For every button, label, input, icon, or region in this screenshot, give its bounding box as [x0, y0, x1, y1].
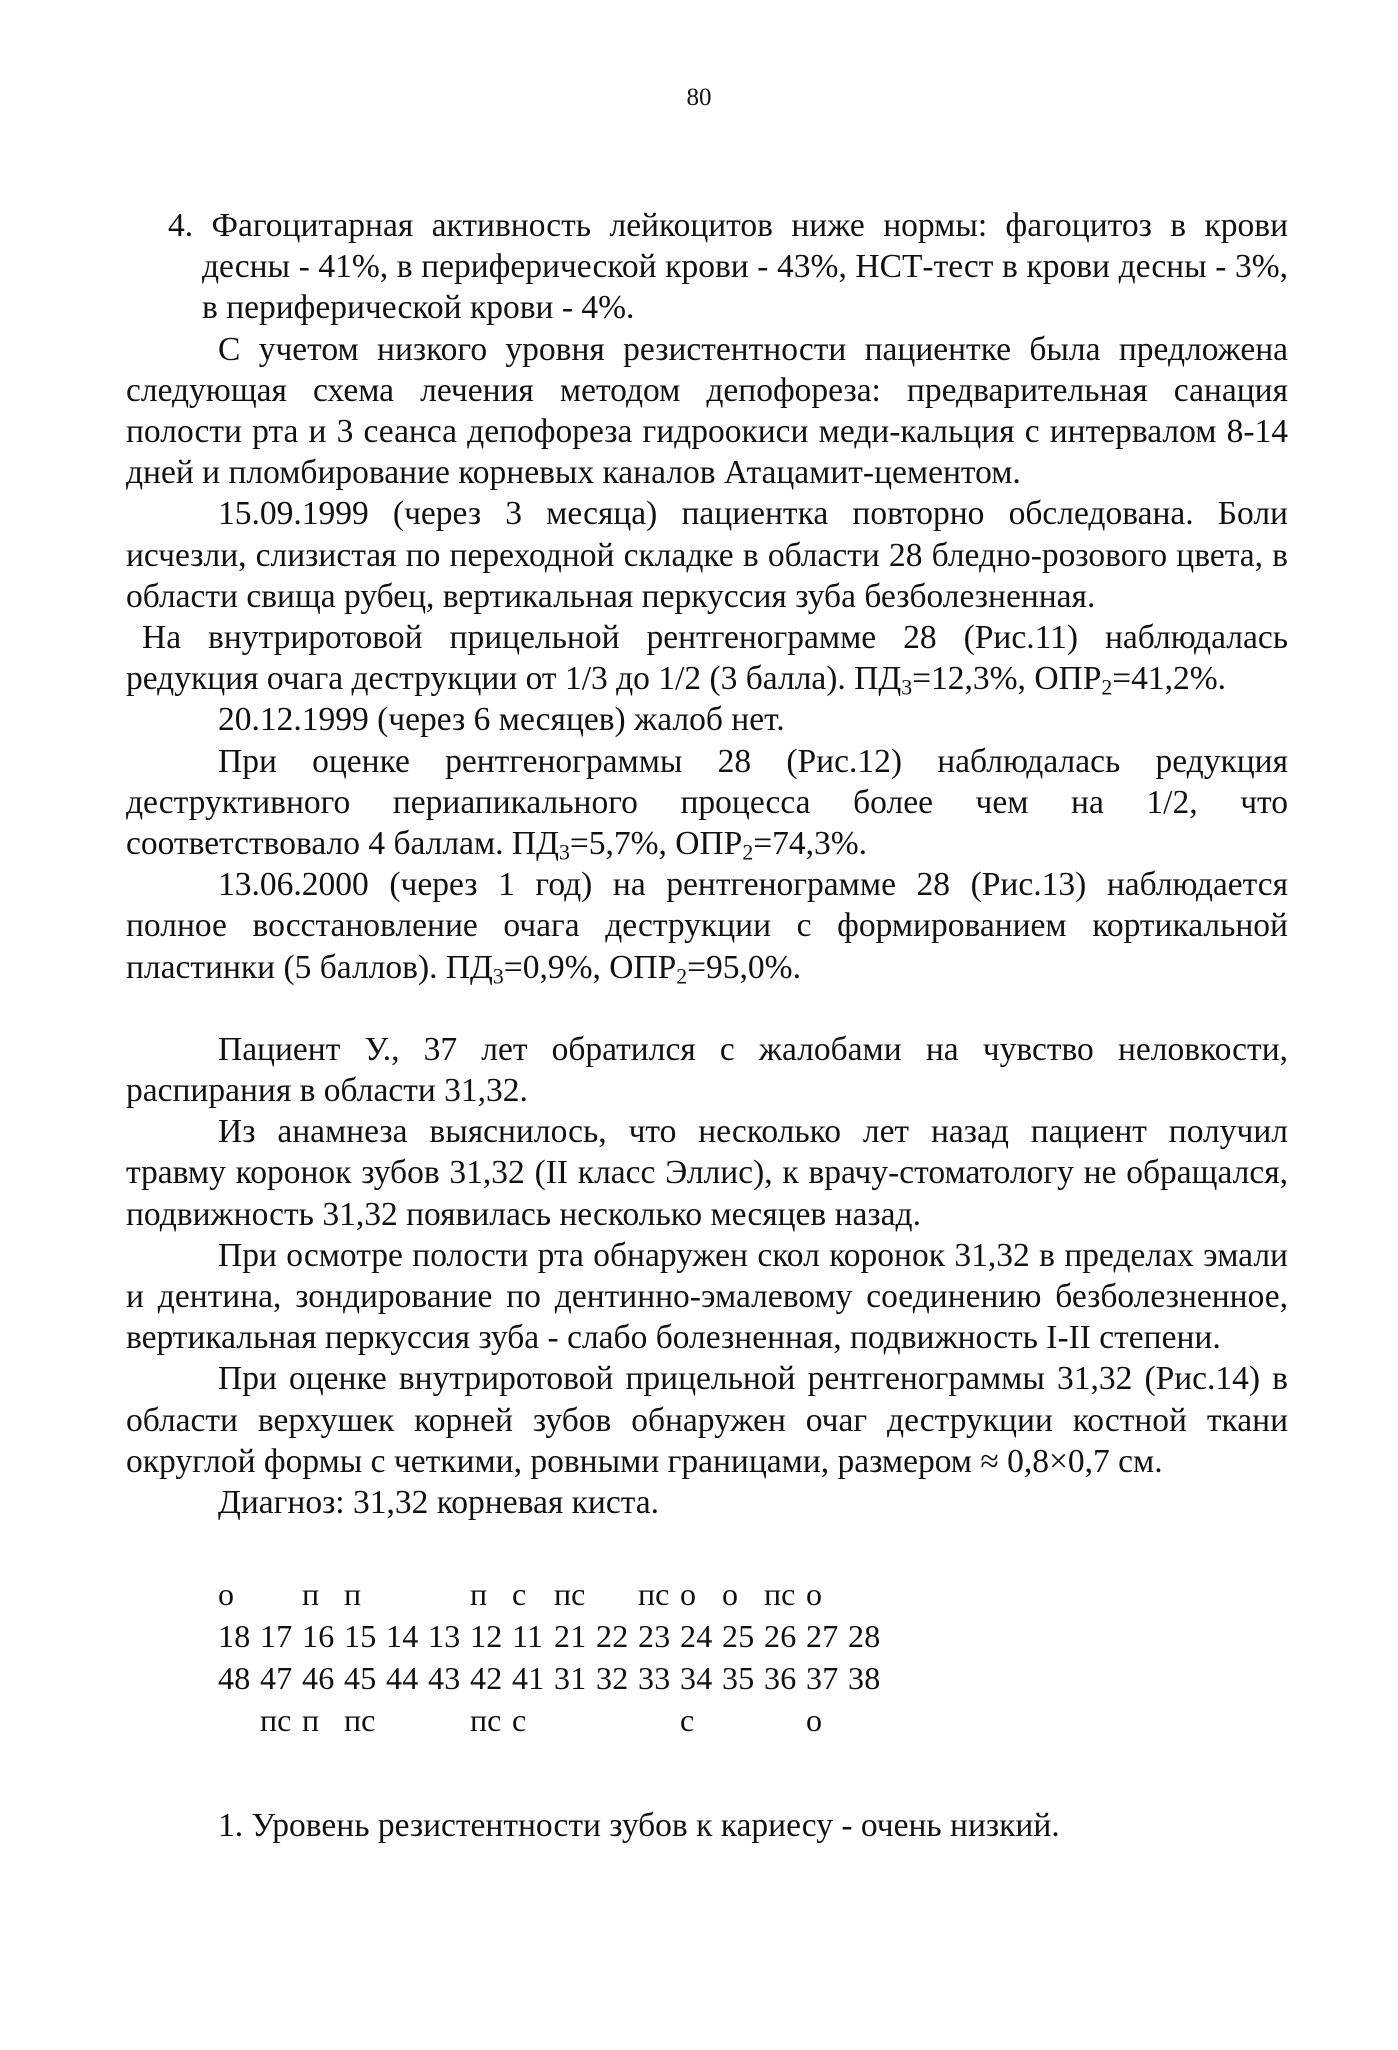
tooth-number: 23	[638, 1618, 671, 1655]
tooth-number: 45	[344, 1660, 377, 1697]
tooth-number: 24	[680, 1618, 713, 1655]
opr-value: =95,0%.	[687, 948, 801, 986]
lower-teeth-row	[218, 1657, 1288, 1699]
list-text: Фагоцитарная активность лейкоцитов ниже нормы: фагоцитоз в крови десны - 41%, в периферической крови - 43%, НСТ-тест в крови десны - 3%, в периферической крови - 4%.	[202, 207, 1288, 327]
tooth-mark: с	[512, 1702, 527, 1739]
tooth-mark: пс	[554, 1576, 586, 1613]
upper-teeth-row	[218, 1615, 1288, 1657]
tooth-mark: п	[344, 1576, 362, 1613]
tooth-mark: пс	[344, 1702, 376, 1739]
tooth-mark: о	[806, 1702, 822, 1739]
paragraph-xray-11	[126, 617, 1288, 699]
tooth-mark: п	[470, 1576, 488, 1613]
opr-value: =74,3%.	[753, 825, 868, 863]
opr-subscript: 2	[742, 840, 754, 865]
tooth-number: 47	[260, 1660, 293, 1697]
opr-label: ОПР	[1034, 660, 1102, 698]
tooth-number: 27	[806, 1618, 839, 1655]
paragraph-3-months: 15.09.1999 (через 3 месяца) пациентка повторно обследована. Боли исчезли, слизистая по переходной складке в области 28 бледно-розового цвета, в области свища рубец, вертикальная перкуссия зуба безболезненная.	[126, 495, 1288, 615]
tooth-number: 13	[428, 1618, 461, 1655]
pd-subscript: 3	[558, 840, 570, 865]
tooth-number: 46	[302, 1660, 335, 1697]
tooth-number: 11	[512, 1618, 544, 1655]
tooth-number: 33	[638, 1660, 671, 1697]
pd-subscript: 3	[492, 964, 504, 989]
opr-value: =41,2%.	[1112, 660, 1227, 698]
list-item-4	[126, 205, 1288, 329]
spacer	[126, 988, 1288, 1029]
tooth-number: 14	[386, 1618, 419, 1655]
tooth-number: 21	[554, 1618, 587, 1655]
paragraph-exam: При осмотре полости рта обнаружен скол коронок 31,32 в пределах эмали и дентина, зондирование по дентинно-эмалевому соединению безболезненное, вертикальная перкуссия зуба - слабо болезненная, подвижность I-II степени.	[126, 1236, 1288, 1357]
tooth-number: 16	[302, 1618, 335, 1655]
paragraph-6-months: 20.12.1999 (через 6 месяцев) жалоб нет.	[218, 701, 785, 739]
conclusion-1: 1. Уровень резистентности зубов к кариесу - очень низкий.	[218, 1807, 1060, 1845]
tooth-number: 41	[512, 1660, 545, 1697]
opr-label: ОПР	[675, 825, 743, 863]
tooth-number: 43	[428, 1660, 461, 1697]
paragraph-anamnesis: Из анамнеза выяснилось, что несколько лет назад пациент получил травму коронок зубов 31,32 (II класс Эллис), к врачу-стоматологу не обращался, подвижность 31,32 появилась несколько месяцев назад.	[126, 1113, 1288, 1233]
opr-subscript: 2	[1101, 675, 1113, 700]
paragraph-xray-12	[126, 741, 1288, 865]
tooth-mark: пс	[638, 1576, 670, 1613]
tooth-mark: с	[680, 1702, 695, 1739]
tooth-number: 48	[218, 1660, 251, 1697]
paragraph-treatment: С учетом низкого уровня резистентности пациентке была предложена следующая схема лечения методом депофореза: предварительная санация полости рта и 3 сеанса депофореза гидроокиси меди-кальция с интервалом 8-14 дней и пломбирование корневых каналов Атацамит-цементом.	[126, 330, 1288, 492]
tooth-number: 34	[680, 1660, 713, 1697]
pd-label: ПД	[445, 948, 493, 986]
tooth-mark: пс	[764, 1576, 796, 1613]
pd-value: =0,9%,	[503, 948, 601, 986]
tooth-number: 26	[764, 1618, 797, 1655]
page-body	[126, 205, 1288, 1847]
tooth-number: 32	[596, 1660, 629, 1697]
pd-label: ПД	[511, 825, 559, 863]
tooth-mark: с	[512, 1576, 527, 1613]
tooth-number: 25	[722, 1618, 755, 1655]
tooth-number: 38	[848, 1660, 881, 1697]
tooth-number: 15	[344, 1618, 377, 1655]
tooth-mark: пс	[260, 1702, 292, 1739]
paragraph-xray-14: При оценке внутриротовой прицельной рентгенограммы 31,32 (Рис.14) в области верхушек корней зубов обнаружен очаг деструкции костной ткани округлой формы с четкими, ровными границами, размером ≈ 0,8×0,7 см.	[126, 1360, 1288, 1480]
pd-label: ПД	[854, 660, 902, 698]
tooth-mark: о	[218, 1576, 234, 1613]
tooth-mark: о	[722, 1576, 738, 1613]
pd-subscript: 3	[901, 675, 913, 700]
dental-formula	[218, 1573, 1288, 1741]
opr-label: ОПР	[609, 948, 677, 986]
tooth-number: 35	[722, 1660, 755, 1697]
tooth-mark: пс	[470, 1702, 502, 1739]
paragraph-diagnosis: Диагноз: 31,32 корневая киста.	[218, 1484, 659, 1522]
tooth-number: 28	[848, 1618, 881, 1655]
page-number: 80	[686, 84, 712, 111]
upper-marks-row	[218, 1573, 1288, 1615]
paragraph-text: 13.06.2000 (через 1 год) на рентгенограмме 28 (Рис.13) наблюдается полное восстановление очага деструкции с формированием кортикальной пластинки (5 баллов).	[126, 866, 1288, 986]
tooth-number: 18	[218, 1618, 251, 1655]
lower-marks-row	[218, 1699, 1288, 1741]
tooth-mark: п	[302, 1702, 320, 1739]
list-number: 4.	[168, 207, 194, 244]
tooth-number: 42	[470, 1660, 503, 1697]
tooth-mark: о	[680, 1576, 696, 1613]
spacer	[126, 1741, 1288, 1805]
tooth-number: 12	[470, 1618, 503, 1655]
paragraph-text: При оценке рентгенограммы 28 (Рис.12) наблюдалась редукция деструктивного периапикального процесса более чем на 1/2, что соответствовало 4 баллам.	[126, 742, 1288, 863]
paragraph-patient-u: Пациент У., 37 лет обратился с жалобами на чувство неловкости, распирания в области 31,32.	[126, 1030, 1288, 1110]
tooth-number: 17	[260, 1618, 293, 1655]
pd-value: =12,3%,	[912, 660, 1026, 698]
tooth-number: 31	[554, 1660, 587, 1697]
paragraph-text: На внутриротовой прицельной рентгенограмме 28 (Рис.11) наблюдалась редукция очага деструкции от 1/3 до 1/2 (3 балла).	[126, 619, 1288, 698]
tooth-number: 36	[764, 1660, 797, 1697]
opr-subscript: 2	[676, 964, 688, 989]
spacer	[126, 1523, 1288, 1573]
tooth-mark: о	[806, 1576, 822, 1613]
tooth-number: 22	[596, 1618, 629, 1655]
tooth-number: 37	[806, 1660, 839, 1697]
tooth-mark: п	[302, 1576, 320, 1613]
pd-value: =5,7%,	[569, 825, 667, 863]
paragraph-1-year	[126, 864, 1288, 988]
tooth-number: 44	[386, 1660, 419, 1697]
